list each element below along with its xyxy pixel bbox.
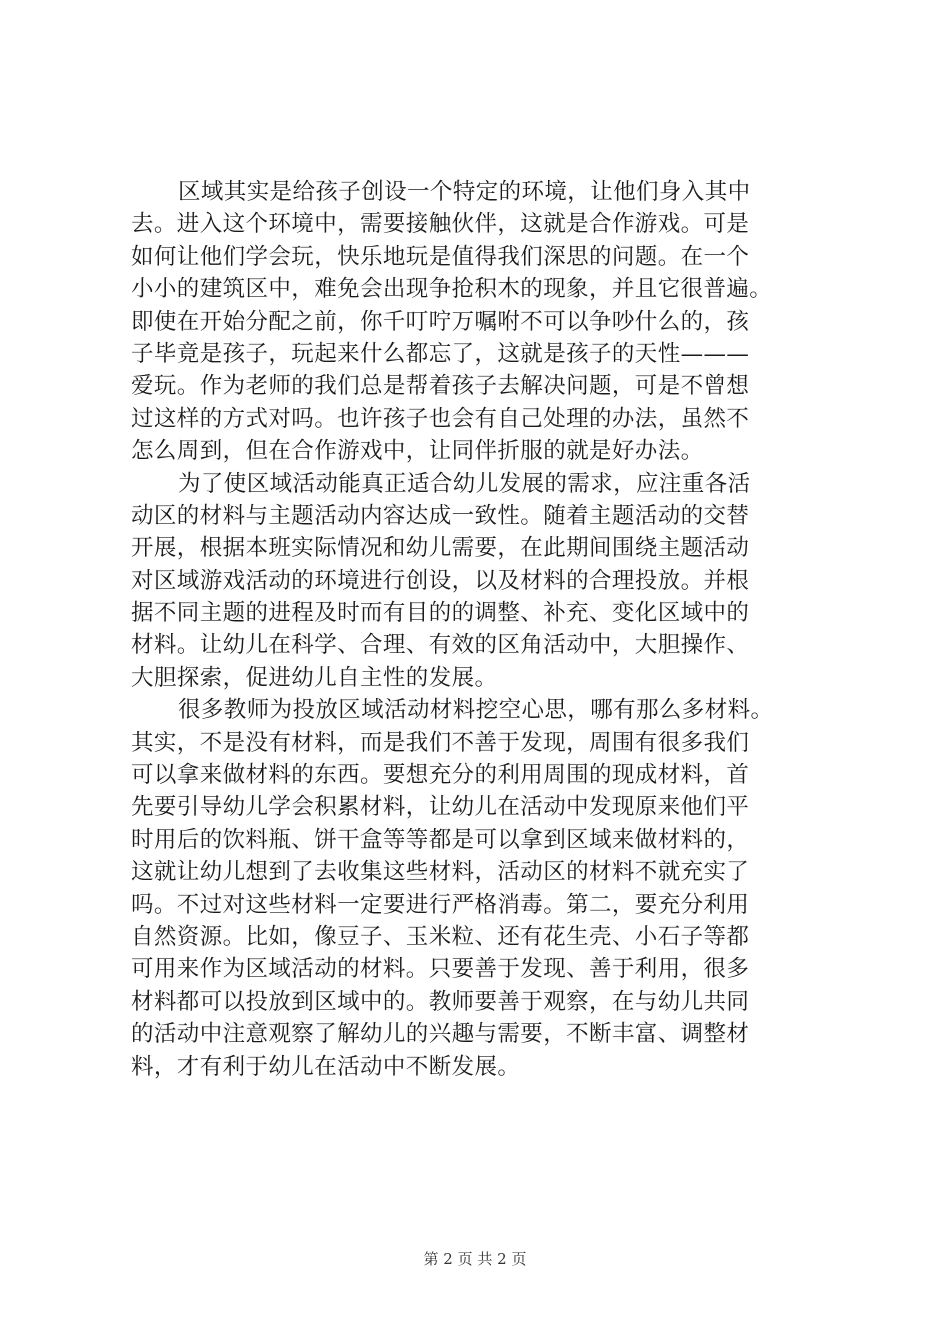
document-body — [131, 176, 851, 1083]
paragraph-1-line-5: 即使在开始分配之前，你千叮咛万嘱咐不可以争吵什么的，孩 — [131, 308, 750, 335]
paragraph-2-line-1: 为了使区域活动能真正适合幼儿发展的需求，应注重各活 — [178, 470, 751, 497]
paragraph-1-line-2: 去。进入这个环境中，需要接触伙伴，这就是合作游戏。可是 — [131, 211, 750, 238]
paragraph-3-line-8: 自然资源。比如，像豆子、玉米粒、还有花生壳、小石子等都 — [131, 923, 750, 950]
paragraph-3-line-11: 的活动中注意观察了解幼儿的兴趣与需要，不断丰富、调整材 — [131, 1021, 750, 1048]
paragraph-1-line-3: 如何让他们学会玩，快乐地玩是值得我们深思的问题。在一个 — [131, 243, 750, 270]
paragraph-2-line-4: 对区域游戏活动的环境进行创设，以及材料的合理投放。并根 — [131, 567, 750, 594]
paragraph-3-line-7: 吗。不过对这些材料一定要进行严格消毒。第二，要充分利用 — [131, 891, 750, 918]
paragraph-1-line-9: 怎么周到，但在合作游戏中，让同伴折服的就是好办法。 — [131, 438, 704, 465]
paragraph-3-line-1: 很多教师为投放区域活动材料挖空心思，哪有那么多材料。 — [178, 697, 774, 724]
paragraph-3-line-12: 料，才有利于幼儿在活动中不断发展。 — [131, 1053, 521, 1080]
paragraph-2-line-3: 开展，根据本班实际情况和幼儿需要，在此期间围绕主题活动 — [131, 535, 750, 562]
paragraph-2-line-6: 材料。让幼儿在科学、合理、有效的区角活动中，大胆操作、 — [131, 632, 750, 659]
paragraph-1-line-1: 区域其实是给孩子创设一个特定的环境，让他们身入其中 — [178, 179, 751, 205]
paragraph-3-line-10: 材料都可以投放到区域中的。教师要善于观察，在与幼儿共同 — [131, 988, 750, 1015]
paragraph-3-line-4: 先要引导幼儿学会积累材料，让幼儿在活动中发现原来他们平 — [131, 794, 750, 821]
paragraph-2-line-5: 据不同主题的进程及时而有目的的调整、补充、变化区域中的 — [131, 600, 750, 627]
paragraph-3-line-2: 其实，不是没有材料，而是我们不善于发现，周围有很多我们 — [131, 729, 750, 756]
paragraph-3-line-5: 时用后的饮料瓶、饼干盒等等都是可以拿到区域来做材料的， — [131, 826, 750, 853]
paragraph-1-line-6: 子毕竟是孩子，玩起来什么都忘了，这就是孩子的天性——— — [131, 340, 750, 367]
paragraph-1-line-4: 小小的建筑区中，难免会出现争抢积木的现象，并且它很普遍。 — [131, 276, 773, 303]
paragraph-2-line-7: 大胆探索，促进幼儿自主性的发展。 — [131, 664, 498, 691]
paragraph-3-line-9: 可用来作为区域活动的材料。只要善于发现、善于利用，很多 — [131, 956, 750, 983]
paragraph-3-line-3: 可以拿来做材料的东西。要想充分的利用周围的现成材料，首 — [131, 762, 750, 789]
paragraph-2-line-2: 动区的材料与主题活动内容达成一致性。随着主题活动的交替 — [131, 502, 750, 529]
paragraph-3-line-6: 这就让幼儿想到了去收集这些材料，活动区的材料不就充实了 — [131, 859, 750, 886]
paragraph-1-line-7: 爱玩。作为老师的我们总是帮着孩子去解决问题，可是不曾想 — [131, 373, 750, 400]
page-number-footer: 第 2 页 共 2 页 — [423, 1250, 527, 1268]
paragraph-1-line-8: 过这样的方式对吗。也许孩子也会有自己处理的办法，虽然不 — [131, 405, 750, 432]
